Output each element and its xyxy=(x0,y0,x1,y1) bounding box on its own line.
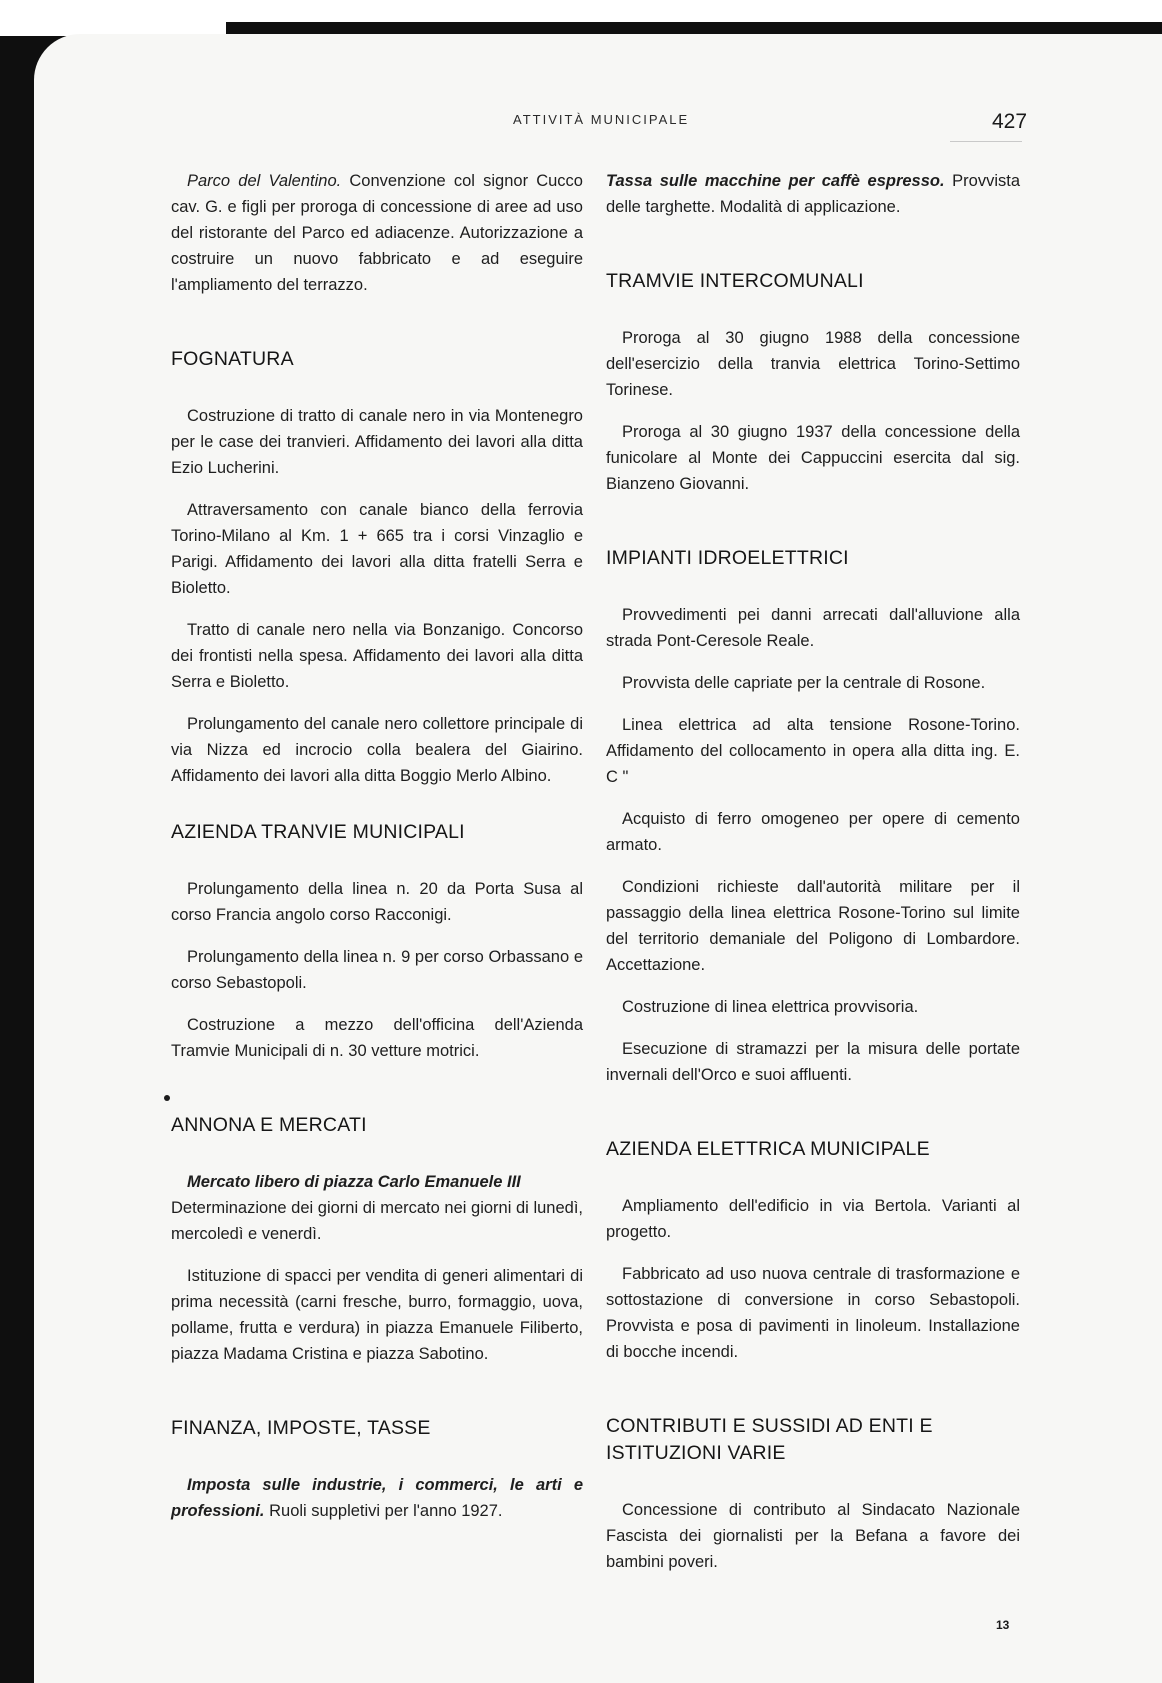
tranvie-paragraph-1: Prolungamento della linea n. 20 da Porta Susa al corso Francia angolo corso Racconigi. xyxy=(171,880,583,924)
intro-paragraph xyxy=(171,168,583,298)
section-heading-idroelettrici: IMPIANTI IDROELETTRICI xyxy=(606,547,849,569)
elettrica-paragraph-2: Fabbricato ad uso nuova centrale di trasformazione e sottostazione di conversione in corso Sebastopoli. Provvista e posa di pavimenti in linoleum. Installazione di bocche incendi. xyxy=(606,1265,1020,1361)
intro-text: Convenzione col signor Cucco cav. G. e figli per proroga di concessione di aree ad uso del ristorante del Parco ed adiacenze. Autorizzazione a costruire un nuovo fabbricato e ad eseguire l'ampliamento del terrazzo. xyxy=(171,172,583,294)
tranvie-paragraph-3: Costruzione a mezzo dell'officina dell'Azienda Tramvie Municipali di n. 30 vetture motrici. xyxy=(171,1016,583,1060)
left-column xyxy=(171,168,583,1524)
idroelettrici-paragraph-2: Provvista delle capriate per la centrale di Rosone. xyxy=(622,674,986,692)
section-heading-contributi: CONTRIBUTI E SUSSIDI AD ENTI E ISTITUZIONI VARIE xyxy=(606,1415,933,1464)
intercomunali-paragraph-1: Proroga al 30 giugno 1988 della concessione dell'esercizio della tranvia elettrica Torino-Settimo Torinese. xyxy=(606,329,1020,399)
fognatura-paragraph-4: Prolungamento del canale nero collettore principale di via Nizza ed incrocio colla bealera del Giairino. Affidamento dei lavori alla ditta Boggio Merlo Albino. xyxy=(171,715,583,785)
tassa-text: Provvista delle targhette. Modalità di applicazione. xyxy=(606,172,1020,216)
section-heading-annona: ANNONA E MERCATI xyxy=(171,1114,367,1136)
annona-paragraph-1: Determinazione dei giorni di mercato nei giorni di lunedì, mercoledì e venerdì. xyxy=(171,1199,583,1243)
finanza-text: Ruoli suppletivi per l'anno 1927. xyxy=(269,1502,503,1520)
contributi-paragraph-1: Concessione di contributo al Sindacato Nazionale Fascista dei giornalisti per la Befana a favore dei bambini poveri. xyxy=(606,1501,1020,1571)
finanza-title: Imposta sulle industrie, i commerci, le arti e professioni. xyxy=(171,1476,583,1520)
idroelettrici-paragraph-5: Condizioni richieste dall'autorità militare per il passaggio della linea elettrica Rosone-Torino sul limite del territorio demaniale del Poligono di Lombardore. Accettazione. xyxy=(606,878,1020,974)
intercomunali-paragraph-2: Proroga al 30 giugno 1937 della concessione della funicolare al Monte dei Cappuccini esercita dal sig. Bianzeno Giovanni. xyxy=(606,423,1020,493)
tranvie-paragraph-2: Prolungamento della linea n. 9 per corso Orbassano e corso Sebastopoli. xyxy=(171,948,583,992)
finanza-paragraph xyxy=(171,1472,583,1524)
header-rule xyxy=(950,141,1022,142)
right-column xyxy=(606,168,1020,1575)
section-heading-tranvie: AZIENDA TRANVIE MUNICIPALI xyxy=(171,821,465,843)
scan-top-border xyxy=(0,0,1162,22)
section-heading-elettrica: AZIENDA ELETTRICA MUNICIPALE xyxy=(606,1138,930,1160)
idroelettrici-paragraph-3: Linea elettrica ad alta tensione Rosone-Torino. Affidamento del collocamento in opera alla ditta ing. E. C " xyxy=(606,716,1020,786)
annona-paragraph-2: Istituzione di spacci per vendita di generi alimentari di prima necessità (carni fresche, burro, formaggio, uova, pollame, frutta e verdura) in piazza Emanuele Filiberto, piazza Madama Cristina e piazza Sabotino. xyxy=(171,1267,583,1363)
idroelettrici-paragraph-6: Costruzione di linea elettrica provvisoria. xyxy=(622,998,919,1016)
page-number: 427 xyxy=(992,110,1028,133)
fognatura-paragraph-3: Tratto di canale nero nella via Bonzanigo. Concorso dei frontisti nella spesa. Affidamento dei lavori alla ditta Serra e Bioletto. xyxy=(171,621,583,691)
elettrica-paragraph-1: Ampliamento dell'edificio in via Bertola. Varianti al progetto. xyxy=(606,1197,1020,1241)
fognatura-paragraph-1: Costruzione di tratto di canale nero in via Montenegro per le case dei tranvieri. Affidamento dei lavori alla ditta Ezio Lucherini. xyxy=(171,407,583,477)
tassa-title: Tassa sulle macchine per caffè espresso. xyxy=(606,172,945,190)
section-heading-finanza: FINANZA, IMPOSTE, TASSE xyxy=(171,1417,431,1439)
fognatura-paragraph-2: Attraversamento con canale bianco della ferrovia Torino-Milano al Km. 1 + 665 tra i corsi Vinzaglio e Parigi. Affidamento dei lavori alla ditta fratelli Serra e Bioletto. xyxy=(171,501,583,597)
stray-ink-dot xyxy=(164,1095,170,1101)
section-heading-fognatura: FOGNATURA xyxy=(171,348,294,370)
tassa-paragraph xyxy=(606,168,1020,220)
intro-title: Parco del Valentino. xyxy=(187,172,342,190)
running-header: ATTIVITÀ MUNICIPALE xyxy=(513,112,690,127)
idroelettrici-paragraph-4: Acquisto di ferro omogeneo per opere di cemento armato. xyxy=(606,810,1020,854)
idroelettrici-paragraph-7: Esecuzione di stramazzi per la misura delle portate invernali dell'Orco e suoi affluenti. xyxy=(606,1040,1020,1084)
signature-mark: 13 xyxy=(996,1618,1010,1632)
annona-subtitle: Mercato libero di piazza Carlo Emanuele III xyxy=(187,1173,521,1191)
section-heading-intercomunali: TRAMVIE INTERCOMUNALI xyxy=(606,270,864,292)
idroelettrici-paragraph-1: Provvedimenti pei danni arrecati dall'alluvione alla strada Pont-Ceresole Reale. xyxy=(606,606,1020,650)
